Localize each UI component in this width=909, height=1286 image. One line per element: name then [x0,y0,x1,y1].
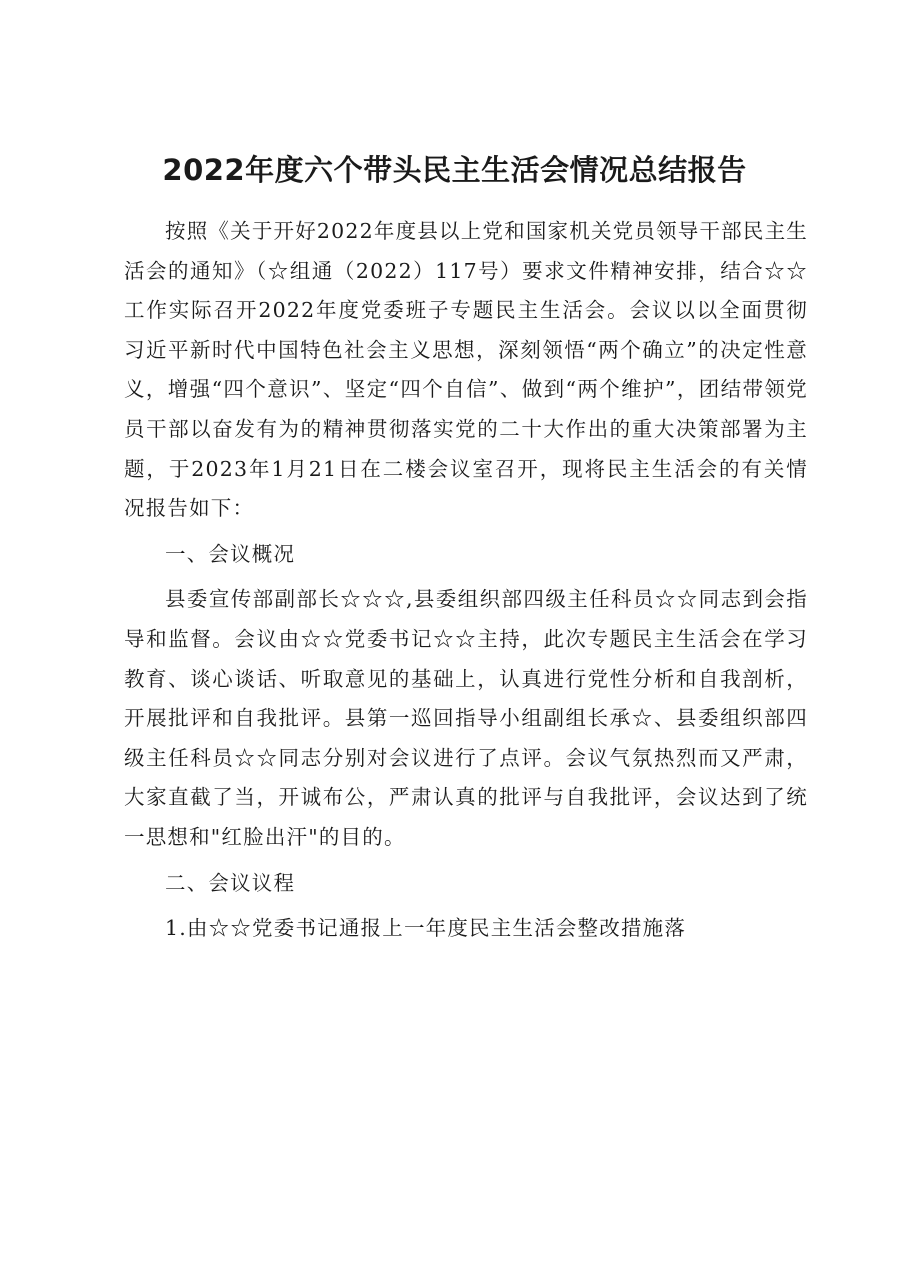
agenda-item-1: 1.由☆☆党委书记通报上一年度民主生活会整改措施落 [165,916,687,941]
section-heading-overview: 一、会议概况 [165,541,296,566]
overview-paragraph: 县委宣传部副部长☆☆☆,县委组织部四级主任科员☆☆同志到会指导和监督。会议由☆☆党委书记☆☆主持，此次专题民主生活会在学习教育、谈心谈话、听取意见的基础上，认真进行党性分析和自我剖析，开展批评和自我批评。县第一巡回指导小组副组长承☆、县委组织部四级主任科员☆☆同志分别对会议进行了点评。会议气氛热烈而又严肃，大家直截了当，开诚布公，严肃认真的批评与自我批评，会议达到了统一思想和"红脸出汗"的目的。 [124,587,808,849]
document-title: 2022年度六个带头民主生活会情况总结报告 [162,153,747,187]
intro-paragraph: 按照《关于开好2022年度县以上党和国家机关党员领导干部民主生活会的通知》（☆组通（2022）117号）要求文件精神安排，结合☆☆工作实际召开2022年度党委班子专题民主生活会。会议以以全面贯彻习近平新时代中国特色社会主义思想，深刻领悟“两个确立”的决定性意义，增强“四个意识”、坚定“四个自信”、做到“两个维护”，团结带领党员干部以奋发有为的精神贯彻落实党的二十大作出的重大决策部署为主题，于2023年1月21日在二楼会议室召开，现将民主生活会的有关情况报告如下： [124,219,808,521]
document-body [124,212,808,949]
section-heading-agenda: 二、会议议程 [165,870,296,895]
